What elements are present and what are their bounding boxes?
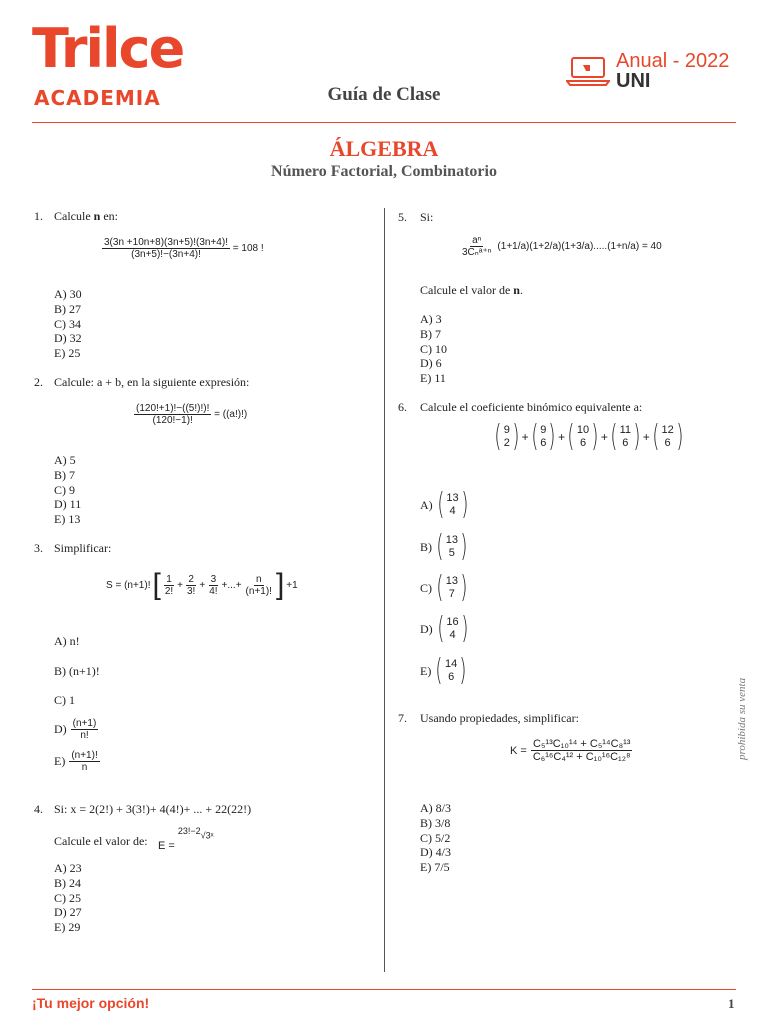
option-a[interactable]: A) 30 [54, 287, 82, 301]
question-text-2: Calcule el valor de: [54, 834, 148, 848]
question-number: 2. [34, 375, 43, 389]
option-d[interactable]: D) $\frac{(n+1)}{n!}$ [54, 718, 97, 741]
question-number: 6. [398, 400, 407, 414]
binomial: ( 10 6 ) [567, 419, 599, 454]
option-b[interactable]: B) 27 [54, 301, 81, 316]
options-list [54, 287, 82, 361]
subject-title: ÁLGEBRA [329, 136, 439, 161]
formula: $\frac{\text{aⁿ}}{\text{3Cₙᵃ⁺ⁿ}}$ (1+1/a)(1+2/a)(1+3/a).....(1+n/a) = 40 [462, 235, 662, 258]
option-e[interactable]: E) 7/5 [420, 860, 450, 875]
question-number: 3. [34, 541, 43, 555]
column-divider [384, 208, 385, 972]
binomial: ( 9 2 ) [494, 419, 520, 454]
formula: S = (n+1)! [ $\frac{1}{2!}$ + $\frac{2}{3!}$ + $\frac{3}{4!}$ +...+ $\frac{n}{(n+1)!}$ ] +1 [106, 568, 298, 601]
question-number: 1. [34, 209, 43, 223]
option-a[interactable]: A) 5 [54, 453, 76, 467]
formula: $\frac{(120!+1)!-((5!)!)!}{(120!-1)!}$ = ((a!)!) [136, 403, 248, 426]
option-e[interactable]: E) $\frac{(n+1)!}{n}$ [54, 750, 98, 773]
year-label: Anual - 2022 [616, 50, 730, 72]
binomial: ( 9 6 ) [530, 419, 556, 454]
option-a[interactable]: A) n! [54, 634, 80, 648]
option-c[interactable]: C) 1 [54, 693, 75, 707]
footer-divider [32, 989, 736, 990]
option-b[interactable]: B) ( 13 5 ) [420, 529, 468, 564]
options-list [420, 801, 451, 875]
option-e[interactable]: E) 11 [420, 371, 446, 386]
option-a[interactable]: A) 8/3 [420, 801, 451, 815]
option-e[interactable]: E) 25 [54, 346, 81, 361]
guide-title: Guía de Clase [327, 84, 441, 105]
binomial: ( 11 6 ) [610, 419, 641, 454]
uni-label: UNI [616, 70, 651, 92]
option-d[interactable]: D) 11 [54, 497, 82, 512]
formula: K = $\frac{\text{C₅¹³C₁₀¹⁴ + C₅¹⁴C₈¹³}}{\text{C₆¹⁶C₄¹² + C₁₀¹⁶C₁₂⁸}}$ [510, 738, 631, 763]
question-number: 4. [34, 802, 43, 816]
formula: E = $^{23!-2}$√3ˣ [158, 826, 214, 852]
question-text: Usando propiedades, simplificar: [420, 711, 579, 725]
question-text: Calcule n en: [54, 209, 119, 223]
option-b[interactable]: B) 24 [54, 875, 81, 890]
option-b[interactable]: B) 7 [420, 326, 441, 341]
question-number: 5. [398, 210, 407, 224]
question-text-2: Calcule el valor de n. [420, 283, 523, 297]
option-b[interactable]: B) (n+1)! [54, 664, 100, 678]
laptop-icon [566, 56, 610, 86]
question-text: Si: [420, 210, 434, 224]
option-c[interactable]: C) 5/2 [420, 830, 451, 845]
question-text: Calcule el coeficiente binómico equivalente a: [420, 400, 643, 414]
brand-logo-subtitle: ACADEMIA [34, 86, 161, 110]
brand-logo: Trilce [32, 17, 184, 80]
option-c[interactable]: C) 34 [54, 316, 81, 331]
option-d[interactable]: D) ( 16 4 ) [420, 611, 469, 646]
option-c[interactable]: C) 9 [54, 482, 75, 497]
option-b[interactable]: B) 7 [54, 467, 75, 482]
option-b[interactable]: B) 3/8 [420, 815, 451, 830]
side-note: prohibida su venta [736, 677, 748, 760]
topic-title: Número Factorial, Combinatorio [271, 163, 497, 180]
page-number: 1 [728, 996, 735, 1011]
option-a[interactable]: A) 3 [420, 312, 442, 326]
option-d[interactable]: D) 32 [54, 331, 82, 346]
options-list [54, 861, 82, 935]
option-a[interactable]: A) 23 [54, 861, 82, 875]
option-d[interactable]: D) 27 [54, 905, 82, 920]
option-c[interactable]: C) 10 [420, 341, 447, 356]
binomial: ( 12 6 ) [652, 419, 684, 454]
options-list [420, 312, 447, 386]
header-divider [32, 122, 736, 123]
question-text: Simplificar: [54, 541, 112, 555]
options-list [54, 453, 81, 527]
option-e[interactable]: E) ( 14 6 ) [420, 653, 467, 688]
option-e[interactable]: E) 13 [54, 512, 81, 527]
formula: $\frac{3(3n +10n+8)(3n+5)!(3n+4)!}{(3n+5)!-(3n+4)!}$ = 108 ! [104, 237, 264, 260]
binomial-sum: ( 9 2 ) + ( 9 6 ) + ( 10 6 ) + ( 11 6 ) + ( 12 6 ) [492, 422, 685, 452]
question-text: Si: x = 2(2!) + 3(3!)+ 4(4!)+ ... + 22(22!) [54, 802, 252, 816]
question-text: Calcule: a + b, en la siguiente expresión: [54, 375, 250, 389]
footer-slogan: ¡Tu mejor opción! [32, 995, 150, 1011]
option-d[interactable]: D) 6 [420, 356, 442, 371]
question-number: 7. [398, 711, 407, 725]
option-e[interactable]: E) 29 [54, 920, 81, 935]
option-c[interactable]: C) 25 [54, 890, 81, 905]
option-a[interactable]: A) ( 13 4 ) [420, 487, 469, 522]
option-c[interactable]: C) ( 13 7 ) [420, 570, 468, 605]
option-d[interactable]: D) 4/3 [420, 845, 451, 860]
